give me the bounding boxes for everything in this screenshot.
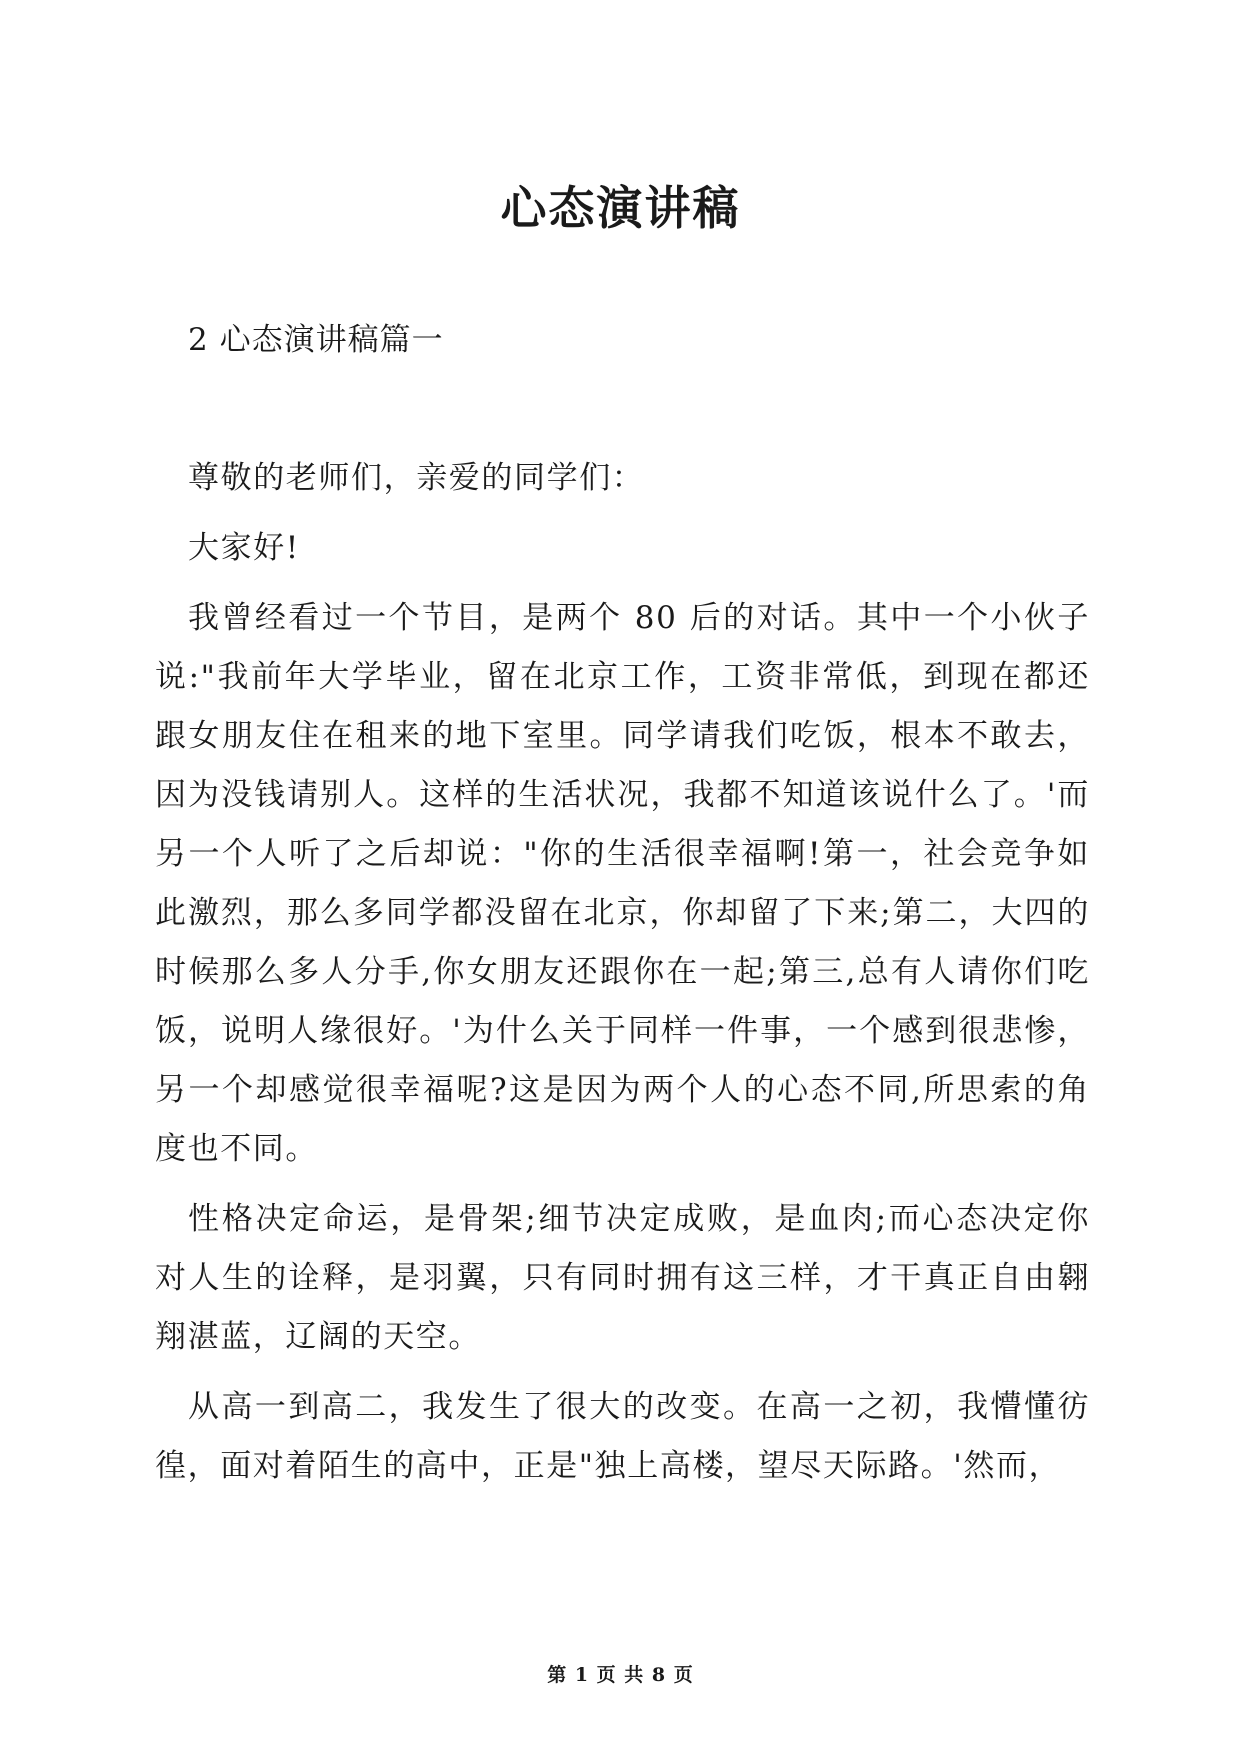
page-number-footer: 第 1 页 共 8 页: [547, 1664, 694, 1686]
document-title: 心态演讲稿: [500, 181, 741, 235]
paragraph-salutation: 尊敬的老师们，亲爱的同学们：: [188, 460, 645, 496]
document-body: [155, 449, 1090, 1507]
paragraph-story: 我曾经看过一个节目，是两个 80 后的对话。其中一个小伙子说:"我前年大学毕业，留在北京工作，工资非常低，到现在都还跟女朋友住在租来的地下室里。同学请我们吃饭，根本不敢去，因为没钱请别人。这样的生活状况，我都不知道该说什么了。'而另一个人听了之后却说："你的生活很幸福啊!第一，社会竞争如此激烈，那么多同学都没留在北京，你却留了下来;第二，大四的时候那么多人分手,你女朋友还跟你在一起;第三,总有人请你们吃饭，说明人缘很好。'为什么关于同样一件事，一个感到很悲惨，另一个却感觉很幸福呢?这是因为两个人的心态不同,所思索的角度也不同。: [155, 600, 1090, 1167]
paragraph-mindset: 性格决定命运，是骨架;细节决定成败，是血肉;而心态决定你对人生的诠释，是羽翼，只有同时拥有这三样，才干真正自由翱翔湛蓝，辽阔的天空。: [155, 1201, 1090, 1355]
paragraph-change: 从高一到高二，我发生了很大的改变。在高一之初，我懵懂彷徨，面对着陌生的高中，正是"独上高楼，望尽天际路。'然而，: [155, 1389, 1090, 1484]
paragraph-greeting: 大家好!: [188, 530, 300, 566]
section-heading: 2 心态演讲稿篇一: [188, 322, 444, 358]
